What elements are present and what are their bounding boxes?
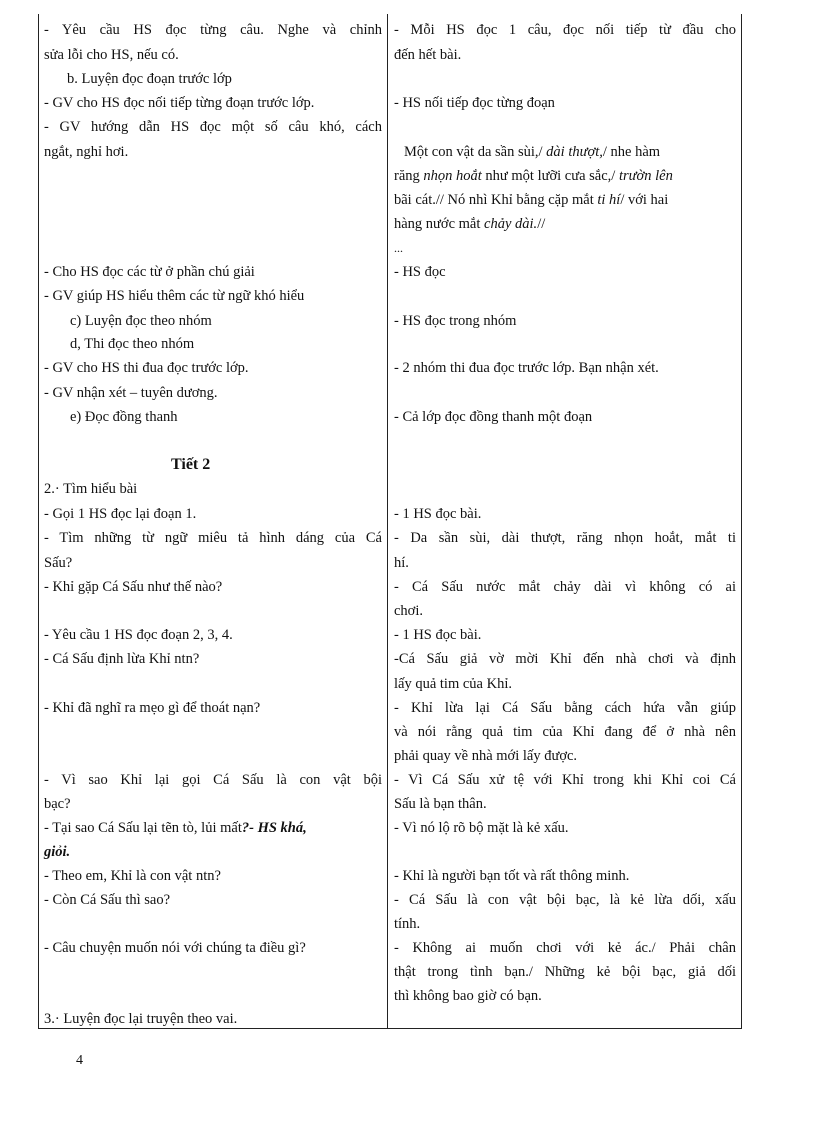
passage-text: //	[537, 216, 546, 232]
right-line: - Không ai muốn chơi với kẻ ác./ Phải chân	[394, 940, 736, 956]
column-divider	[387, 14, 388, 1028]
lesson-period-heading: Tiết 2	[171, 456, 211, 473]
section-heading: e) Đọc đồng thanh	[70, 409, 178, 425]
right-line: - Vì Cá Sấu xử tệ với Khỉ trong khi Khỉ coi Cá	[394, 772, 736, 788]
left-line: - GV hướng dẫn HS đọc một số câu khó, cách	[44, 119, 382, 135]
right-line: - 2 nhóm thi đua đọc trước lớp. Bạn nhận xét.	[394, 360, 659, 376]
right-line: - Cả lớp đọc đồng thanh một đoạn	[394, 409, 593, 425]
right-line: - HS đọc	[394, 264, 446, 280]
right-line: -Cá Sấu giả vờ mời Khỉ đến nhà chơi và định	[394, 651, 736, 667]
right-line: - Cá Sấu nước mắt chảy dài vì không có ai	[394, 579, 736, 595]
left-line: ngắt, nghỉ hơi.	[44, 144, 129, 160]
right-line: - Vì nó lộ rõ bộ mặt là kẻ xấu.	[394, 820, 569, 836]
passage-emphasis: dài thượt,	[546, 144, 603, 160]
passage-emphasis: chảy dài.	[484, 216, 538, 232]
left-line: bạc?	[44, 796, 71, 812]
advanced-students-note: ?- HS khá,	[241, 820, 307, 836]
left-line: - Khỉ đã nghĩ ra mẹo gì để thoát nạn?	[44, 700, 261, 716]
passage-emphasis: trườn lên	[618, 168, 673, 184]
passage-text: / nhe hàm	[602, 144, 661, 160]
right-line: thì không bao giờ có bạn.	[394, 988, 542, 1004]
left-line: - Yêu cầu 1 HS đọc đoạn 2, 3, 4.	[44, 627, 233, 643]
right-line: lấy quả tim của Khỉ.	[394, 676, 512, 692]
reading-passage	[394, 191, 736, 209]
right-line: - Mỗi HS đọc 1 câu, đọc nối tiếp từ đầu cho	[394, 22, 736, 38]
passage-emphasis: ti hí	[597, 192, 621, 208]
passage-text: bãi cát.// Nó nhì Khỉ bằng cặp mắt	[394, 192, 598, 208]
advanced-students-note: giỏi.	[44, 844, 71, 860]
left-line: - GV cho HS thi đua đọc trước lớp.	[44, 360, 249, 376]
section-heading: c) Luyện đọc theo nhóm	[70, 313, 212, 329]
right-line: - HS đọc trong nhóm	[394, 313, 517, 329]
left-line: Sấu?	[44, 555, 73, 571]
ellipsis: ...	[394, 241, 403, 255]
left-line: - Tìm những từ ngữ miêu tả hình dáng của Cá	[44, 530, 382, 546]
left-line: - Cho HS đọc các từ ở phần chú giải	[44, 264, 255, 280]
passage-text: hàng nước mắt	[394, 216, 485, 232]
right-line: và nói rằng quả tim của Khỉ đang để ở nhà nên	[394, 724, 736, 740]
left-line-text: - Tại sao Cá Sấu lại tẽn tò, lủi mất	[44, 820, 242, 836]
section-heading: 2.· Tìm hiểu bài	[44, 481, 138, 497]
right-line: chơi.	[394, 603, 424, 619]
lesson-table	[38, 14, 742, 1029]
left-line: - Gọi 1 HS đọc lại đoạn 1.	[44, 506, 197, 522]
right-line: - Da sần sùi, dài thượt, răng nhọn hoắt, mắt ti	[394, 530, 736, 546]
left-line: sửa lỗi cho HS, nếu có.	[44, 47, 179, 63]
right-line: - 1 HS đọc bài.	[394, 506, 482, 522]
passage-emphasis: nhọn hoắt	[423, 168, 482, 184]
right-line: - Khỉ là người bạn tốt và rất thông minh.	[394, 868, 630, 884]
passage-text: như một lưỡi cưa sắc,/	[481, 168, 619, 184]
right-line: - HS nối tiếp đọc từng đoạn	[394, 95, 555, 111]
left-line: - Còn Cá Sấu thì sao?	[44, 892, 171, 908]
right-line: hí.	[394, 555, 409, 571]
passage-text: Một con vật da sần sùi,/	[404, 144, 547, 160]
left-line: - GV cho HS đọc nối tiếp từng đoạn trước lớp.	[44, 95, 315, 111]
reading-passage	[394, 215, 736, 233]
left-line	[44, 819, 382, 837]
left-line: - Cá Sấu định lừa Khỉ ntn?	[44, 651, 200, 667]
section-heading: 3.· Luyện đọc lại truyện theo vai.	[44, 1011, 238, 1027]
section-heading: d, Thi đọc theo nhóm	[70, 336, 195, 352]
left-line: - Theo em, Khỉ là con vật ntn?	[44, 868, 221, 884]
right-line: đến hết bài.	[394, 47, 462, 63]
right-line: - Cá Sấu là con vật bội bạc, là kẻ lừa dối, xấu	[394, 892, 736, 908]
page-number: 4	[76, 1053, 83, 1068]
left-line: - Khỉ gặp Cá Sấu như thế nào?	[44, 579, 223, 595]
right-line: Sấu là bạn thân.	[394, 796, 487, 812]
right-line: phải quay về nhà mới lấy được.	[394, 748, 578, 764]
reading-passage	[404, 143, 736, 161]
right-line: - 1 HS đọc bài.	[394, 627, 482, 643]
left-line: - Vì sao Khỉ lại gọi Cá Sấu là con vật bội	[44, 772, 382, 788]
right-line: - Khỉ lừa lại Cá Sấu bằng cách hứa vẫn giúp	[394, 700, 736, 716]
right-line: tính.	[394, 916, 421, 932]
passage-text: răng	[394, 168, 424, 184]
passage-text: / với hai	[620, 192, 669, 208]
reading-passage	[394, 167, 736, 185]
section-heading: b. Luyện đọc đoạn trước lớp	[67, 71, 232, 87]
left-line: - GV nhận xét – tuyên dương.	[44, 385, 218, 401]
left-line: - Câu chuyện muốn nói với chúng ta điều gì?	[44, 940, 306, 956]
left-line: - Yêu cầu HS đọc từng câu. Nghe và chỉnh	[44, 22, 382, 38]
left-line: - GV giúp HS hiểu thêm các từ ngữ khó hiểu	[44, 288, 305, 304]
right-line: thật trong tình bạn./ Những kẻ bội bạc, giả dối	[394, 964, 736, 980]
